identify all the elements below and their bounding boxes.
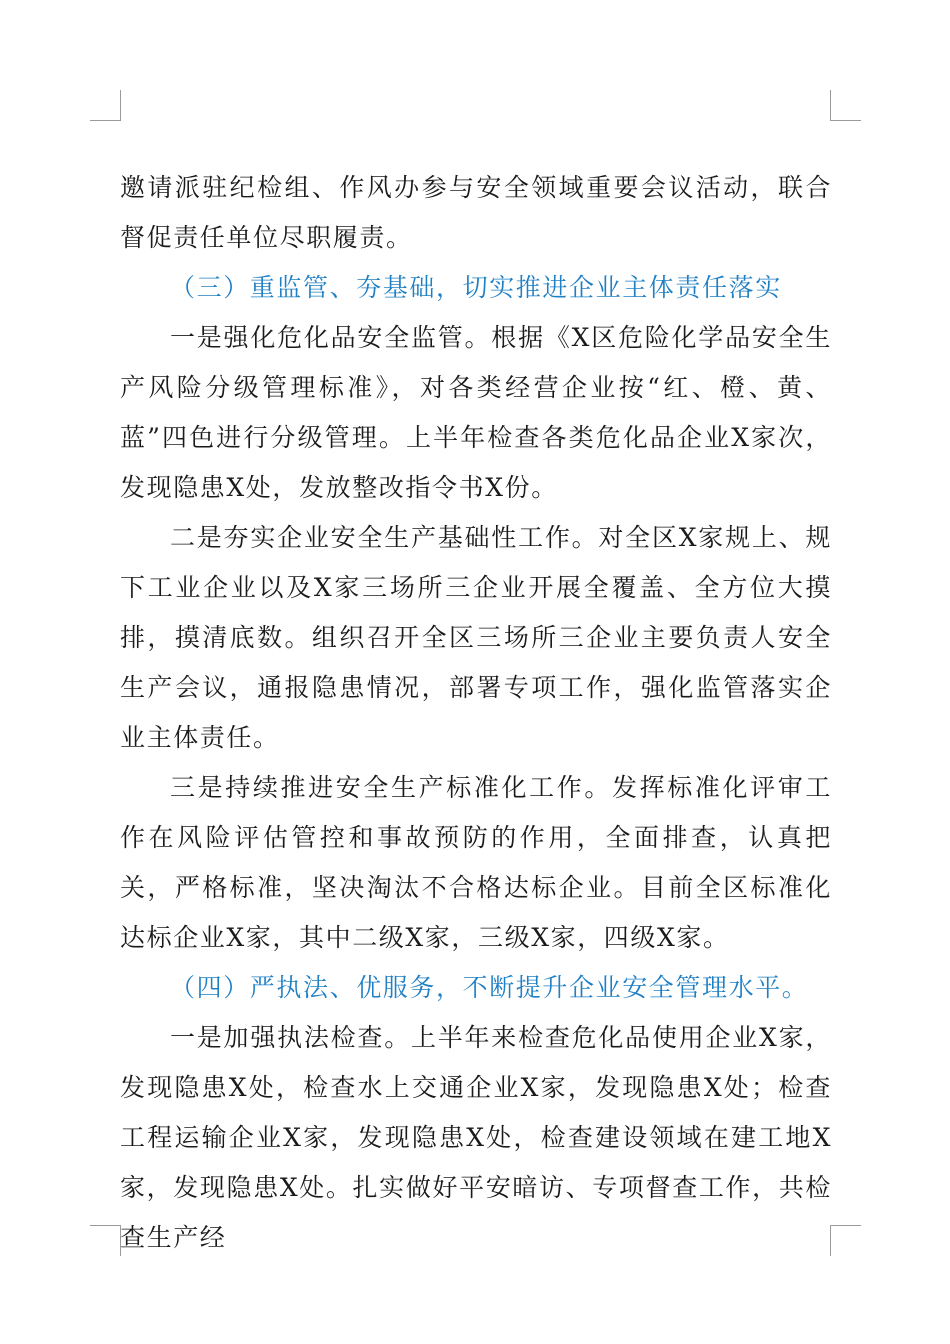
paragraph-standardization: 三是持续推进安全生产标准化工作。发挥标准化评审工作在风险评估管控和事故预防的作用，全面排查，认真把关，严格标准，坚决淘汰不合格达标企业。目前全区标准化达标企业X家，其中二级X家，三级X家，四级X家。 [120, 773, 832, 952]
crop-mark-top-left [90, 90, 121, 121]
section-heading-3: （三）重监管、夯基础，切实推进企业主体责任落实 [170, 273, 782, 302]
paragraph-hazchem-supervision: 一是强化危化品安全监管。根据《X区危险化学品安全生产风险分级管理标准》，对各类经营企业按“红、橙、黄、蓝”四色进行分级管理。上半年检查各类危化品企业X家次，发现隐患X处，发放整改指令书X份。 [120, 323, 832, 502]
paragraph-enforcement: 一是加强执法检查。上半年来检查危化品使用企业X家，发现隐患X处，检查水上交通企业X家，发现隐患X处；检查工程运输企业X家，发现隐患X处，检查建设领域在建工地X家，发现隐患X处。扎实做好平安暗访、专项督查工作，共检查生产经 [120, 1023, 832, 1252]
crop-mark-bottom-left [90, 1225, 121, 1256]
crop-mark-bottom-right [830, 1225, 861, 1256]
paragraph-continuation: 邀请派驻纪检组、作风办参与安全领域重要会议活动，联合督促责任单位尽职履责。 [120, 173, 832, 252]
section-heading-4: （四）严执法、优服务，不断提升企业安全管理水平。 [170, 973, 809, 1002]
document-body [120, 163, 832, 1263]
paragraph-basic-work: 二是夯实企业安全生产基础性工作。对全区X家规上、规下工业企业以及X家三场所三企业开展全覆盖、全方位大摸排，摸清底数。组织召开全区三场所三企业主要负责人安全生产会议，通报隐患情况，部署专项工作，强化监管落实企业主体责任。 [120, 523, 832, 752]
crop-mark-top-right [830, 90, 861, 121]
